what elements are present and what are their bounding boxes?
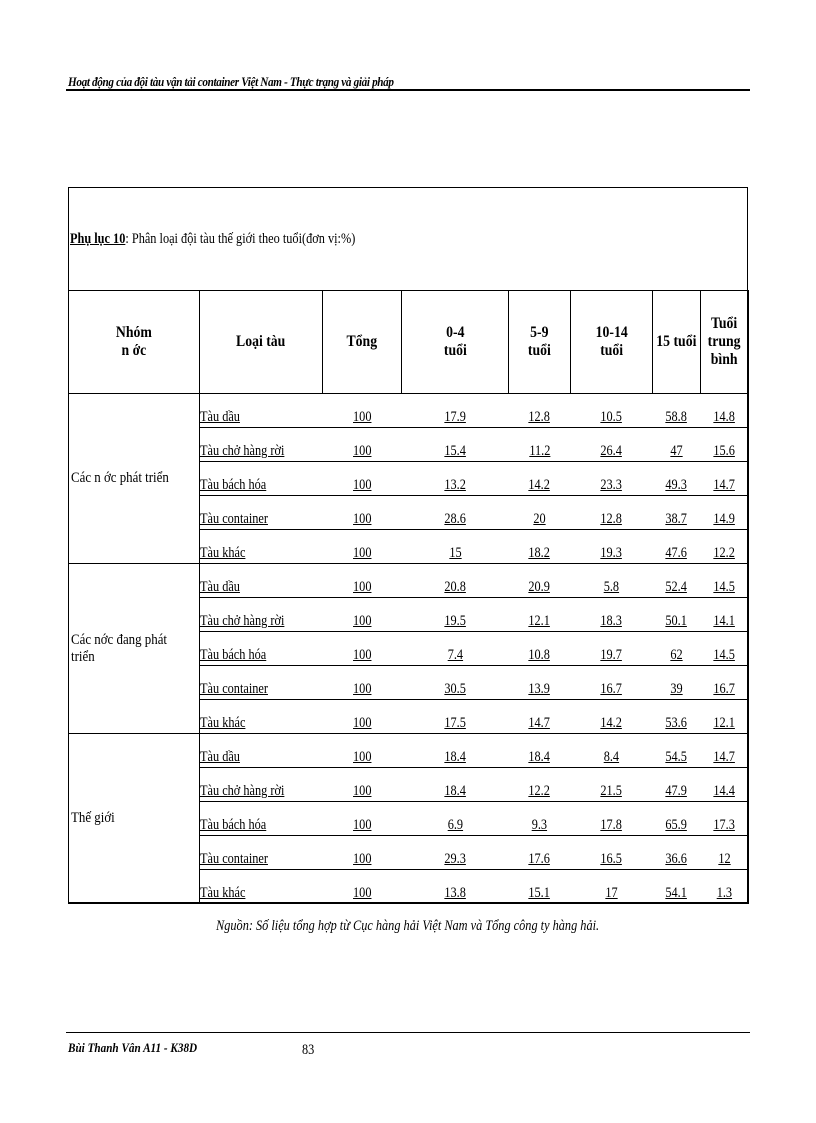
- value-cell: 65.9: [653, 802, 701, 836]
- column-header: 10-14 tuổi: [571, 291, 653, 394]
- value-cell: 19.5: [402, 598, 509, 632]
- value-cell: 100: [323, 836, 402, 870]
- value-cell: 18.2: [509, 530, 571, 564]
- value-cell: 17.9: [402, 394, 509, 428]
- ship-type-cell: Tàu dầu: [200, 394, 323, 428]
- footer-author: Bùi Thanh Vân A11 - K38D: [68, 1040, 198, 1055]
- value-cell: 17.3: [701, 802, 749, 836]
- value-cell: 13.9: [509, 666, 571, 700]
- value-cell: 16.5: [571, 836, 653, 870]
- column-header: 0-4 tuổi: [402, 291, 509, 394]
- value-cell: 17.8: [571, 802, 653, 836]
- table-row: [69, 564, 749, 598]
- value-cell: 47: [653, 428, 701, 462]
- value-cell: 19.3: [571, 530, 653, 564]
- value-cell: 11.2: [509, 428, 571, 462]
- value-cell: 50.1: [653, 598, 701, 632]
- value-cell: 15.4: [402, 428, 509, 462]
- value-cell: 100: [323, 564, 402, 598]
- value-cell: 17: [571, 870, 653, 904]
- value-cell: 38.7: [653, 496, 701, 530]
- value-cell: 10.8: [509, 632, 571, 666]
- value-cell: 12.2: [509, 768, 571, 802]
- ship-type-cell: Tàu bách hóa: [200, 462, 323, 496]
- header-rule: [66, 89, 750, 91]
- value-cell: 39: [653, 666, 701, 700]
- ship-type-cell: Tàu bách hóa: [200, 802, 323, 836]
- value-cell: 10.5: [571, 394, 653, 428]
- value-cell: 18.4: [402, 734, 509, 768]
- value-cell: 54.1: [653, 870, 701, 904]
- value-cell: 14.7: [509, 700, 571, 734]
- value-cell: 12.1: [701, 700, 749, 734]
- caption-text: : Phân loại đội tàu thế giới theo tuổi(đơn vị:%): [125, 231, 356, 247]
- value-cell: 19.7: [571, 632, 653, 666]
- column-header: Tuổi trung bình: [701, 291, 749, 394]
- value-cell: 15: [402, 530, 509, 564]
- page-number: 83: [302, 1042, 315, 1058]
- value-cell: 14.2: [571, 700, 653, 734]
- value-cell: 29.3: [402, 836, 509, 870]
- footer-rule: [66, 1032, 750, 1033]
- value-cell: 100: [323, 768, 402, 802]
- source-note: Nguồn: Số liệu tổng hợp từ Cục hàng hải Việt Nam và Tổng công ty hàng hải.: [216, 918, 600, 934]
- ship-type-cell: Tàu chở hàng rời: [200, 428, 323, 462]
- ship-type-cell: Tàu container: [200, 496, 323, 530]
- value-cell: 30.5: [402, 666, 509, 700]
- table-caption: [70, 231, 355, 248]
- value-cell: 100: [323, 530, 402, 564]
- value-cell: 12: [701, 836, 749, 870]
- age-classification-table: [68, 290, 749, 904]
- value-cell: 100: [323, 666, 402, 700]
- column-header: Tổng: [323, 291, 402, 394]
- ship-type-cell: Tàu chở hàng rời: [200, 768, 323, 802]
- value-cell: 14.7: [701, 462, 749, 496]
- column-header: 15 tuổi: [653, 291, 701, 394]
- table-header-row: [69, 291, 749, 394]
- ship-type-cell: Tàu dầu: [200, 564, 323, 598]
- running-header: Hoạt động của đội tàu vận tải container Việt Nam - Thực trạng và giải pháp: [68, 74, 394, 89]
- table-row: [69, 734, 749, 768]
- ship-type-cell: Tàu dầu: [200, 734, 323, 768]
- value-cell: 100: [323, 632, 402, 666]
- table-body: [69, 394, 749, 904]
- value-cell: 100: [323, 802, 402, 836]
- value-cell: 12.1: [509, 598, 571, 632]
- ship-type-cell: Tàu khác: [200, 700, 323, 734]
- value-cell: 23.3: [571, 462, 653, 496]
- value-cell: 100: [323, 462, 402, 496]
- value-cell: 14.1: [701, 598, 749, 632]
- value-cell: 13.2: [402, 462, 509, 496]
- value-cell: 17.6: [509, 836, 571, 870]
- value-cell: 100: [323, 496, 402, 530]
- value-cell: 49.3: [653, 462, 701, 496]
- column-header: Nhóm n ớc: [69, 291, 200, 394]
- ship-type-cell: Tàu bách hóa: [200, 632, 323, 666]
- value-cell: 14.5: [701, 564, 749, 598]
- group-name-cell: Thế giới: [69, 734, 200, 904]
- value-cell: 36.6: [653, 836, 701, 870]
- value-cell: 14.5: [701, 632, 749, 666]
- value-cell: 8.4: [571, 734, 653, 768]
- value-cell: 16.7: [571, 666, 653, 700]
- group-name-cell: Các n ớc phát triển: [69, 394, 200, 564]
- value-cell: 58.8: [653, 394, 701, 428]
- value-cell: 5.8: [571, 564, 653, 598]
- table-row: [69, 394, 749, 428]
- value-cell: 18.4: [402, 768, 509, 802]
- value-cell: 7.4: [402, 632, 509, 666]
- value-cell: 18.4: [509, 734, 571, 768]
- column-header: Loại tàu: [200, 291, 323, 394]
- value-cell: 1.3: [701, 870, 749, 904]
- value-cell: 14.4: [701, 768, 749, 802]
- value-cell: 18.3: [571, 598, 653, 632]
- value-cell: 100: [323, 428, 402, 462]
- value-cell: 21.5: [571, 768, 653, 802]
- value-cell: 6.9: [402, 802, 509, 836]
- value-cell: 100: [323, 870, 402, 904]
- value-cell: 13.8: [402, 870, 509, 904]
- caption-label: Phụ lục 10: [70, 231, 126, 247]
- value-cell: 17.5: [402, 700, 509, 734]
- ship-type-cell: Tàu chở hàng rời: [200, 598, 323, 632]
- value-cell: 12.8: [571, 496, 653, 530]
- value-cell: 100: [323, 734, 402, 768]
- value-cell: 20: [509, 496, 571, 530]
- value-cell: 62: [653, 632, 701, 666]
- ship-type-cell: Tàu khác: [200, 530, 323, 564]
- value-cell: 100: [323, 394, 402, 428]
- value-cell: 100: [323, 598, 402, 632]
- ship-type-cell: Tàu khác: [200, 870, 323, 904]
- group-name-cell: Các nớc đang phát triển: [69, 564, 200, 734]
- value-cell: 12.8: [509, 394, 571, 428]
- value-cell: 9.3: [509, 802, 571, 836]
- value-cell: 15.1: [509, 870, 571, 904]
- value-cell: 54.5: [653, 734, 701, 768]
- value-cell: 47.6: [653, 530, 701, 564]
- ship-type-cell: Tàu container: [200, 666, 323, 700]
- value-cell: 28.6: [402, 496, 509, 530]
- column-header: 5-9 tuổi: [509, 291, 571, 394]
- value-cell: 52.4: [653, 564, 701, 598]
- value-cell: 14.9: [701, 496, 749, 530]
- value-cell: 100: [323, 700, 402, 734]
- value-cell: 14.7: [701, 734, 749, 768]
- value-cell: 14.2: [509, 462, 571, 496]
- ship-type-cell: Tàu container: [200, 836, 323, 870]
- value-cell: 16.7: [701, 666, 749, 700]
- value-cell: 20.8: [402, 564, 509, 598]
- value-cell: 14.8: [701, 394, 749, 428]
- value-cell: 15.6: [701, 428, 749, 462]
- value-cell: 26.4: [571, 428, 653, 462]
- value-cell: 12.2: [701, 530, 749, 564]
- value-cell: 47.9: [653, 768, 701, 802]
- value-cell: 20.9: [509, 564, 571, 598]
- value-cell: 53.6: [653, 700, 701, 734]
